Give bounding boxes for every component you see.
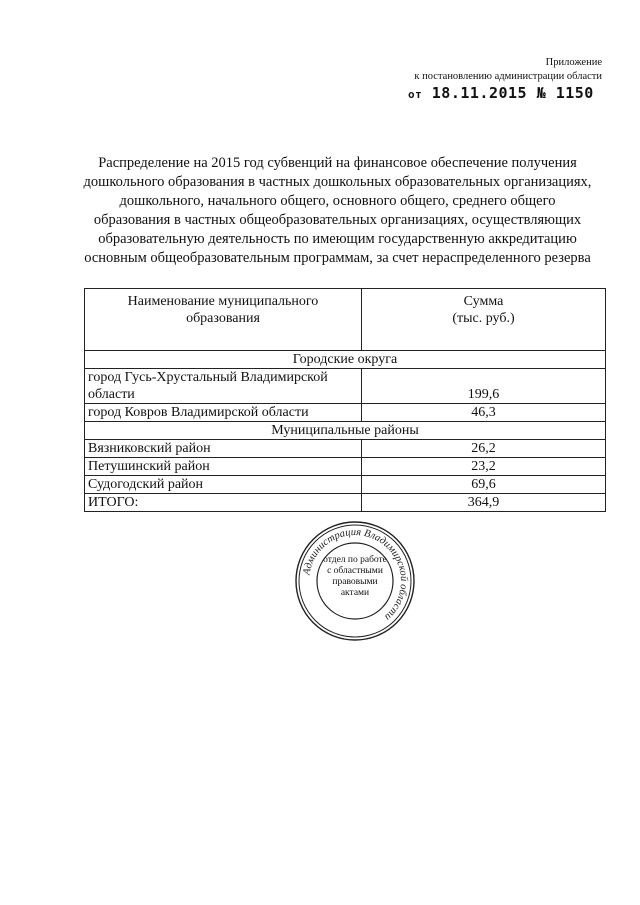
table-header-row bbox=[85, 289, 606, 351]
decree-number-sign: № bbox=[536, 84, 547, 102]
row-name-cell: Судогодский район bbox=[85, 476, 362, 494]
header-name-cell bbox=[85, 289, 362, 351]
section-municipal-districts: Муниципальные районы bbox=[85, 422, 606, 440]
total-row bbox=[85, 494, 606, 512]
row-name-cell bbox=[85, 369, 362, 404]
row-name-line: город Гусь-Хрустальный Владимирской bbox=[88, 370, 328, 385]
header-name-line: Наименование муниципального bbox=[127, 294, 319, 309]
title-line: Распределение на 2015 год субвенций на финансовое обеспечение получения bbox=[98, 155, 577, 171]
header-sum-line: (тыс. руб.) bbox=[452, 311, 515, 326]
title-line: основным общеобразовательным программам, за счет нераспределенного резерва bbox=[84, 250, 591, 266]
total-label-cell: ИТОГО: bbox=[85, 494, 362, 512]
stamp-center-line: отдел по работе bbox=[323, 555, 387, 565]
stamp-center-line: правовыми bbox=[332, 577, 378, 587]
row-name-cell: город Ковров Владимирской области bbox=[85, 404, 362, 422]
header-name-line: образования bbox=[186, 311, 260, 326]
decree-date: 18.11.2015 bbox=[431, 84, 528, 102]
appendix-title: Приложение bbox=[545, 57, 602, 68]
table-row bbox=[85, 369, 606, 404]
row-name-cell: Вязниковский район bbox=[85, 440, 362, 458]
title-line: дошкольного образования в частных дошкольных образовательных организациях, bbox=[83, 174, 592, 190]
appendix-note bbox=[414, 56, 602, 84]
header-sum-line: Сумма bbox=[463, 294, 504, 309]
table-row bbox=[85, 476, 606, 494]
stamp-center-line: с областными bbox=[327, 566, 383, 576]
stamp-ring-textpath: Администрация Владимирской области bbox=[301, 526, 410, 623]
row-sum-cell: 69,6 bbox=[362, 476, 606, 494]
table-row bbox=[85, 404, 606, 422]
section-urban-districts: Городские округа bbox=[85, 351, 606, 369]
row-sum-cell: 199,6 bbox=[362, 369, 606, 404]
row-name-line: области bbox=[88, 387, 135, 402]
title-line: дошкольного, начального общего, основного общего, среднего общего bbox=[119, 193, 556, 209]
table-row bbox=[85, 458, 606, 476]
table-row bbox=[85, 440, 606, 458]
row-sum-cell: 26,2 bbox=[362, 440, 606, 458]
title-line: образовательную деятельность по имеющим государственную аккредитацию bbox=[98, 231, 577, 247]
official-stamp bbox=[294, 520, 416, 642]
header-sum-cell bbox=[362, 289, 606, 351]
stamp-center-text bbox=[318, 555, 392, 599]
section-row bbox=[85, 422, 606, 440]
row-sum-cell: 46,3 bbox=[362, 404, 606, 422]
row-name-cell: Петушинский район bbox=[85, 458, 362, 476]
title-line: образования в частных общеобразовательных организациях, осуществляющих bbox=[93, 212, 582, 228]
total-sum-cell: 364,9 bbox=[362, 494, 606, 512]
document-title bbox=[60, 154, 615, 268]
distribution-table bbox=[84, 288, 606, 512]
decree-prefix: от bbox=[408, 88, 423, 101]
decree-number-line bbox=[408, 84, 594, 102]
decree-number: 1150 bbox=[555, 84, 594, 102]
row-sum-cell: 23,2 bbox=[362, 458, 606, 476]
stamp-center-line: актами bbox=[340, 588, 370, 598]
section-row bbox=[85, 351, 606, 369]
appendix-reference: к постановлению администрации области bbox=[414, 71, 602, 82]
